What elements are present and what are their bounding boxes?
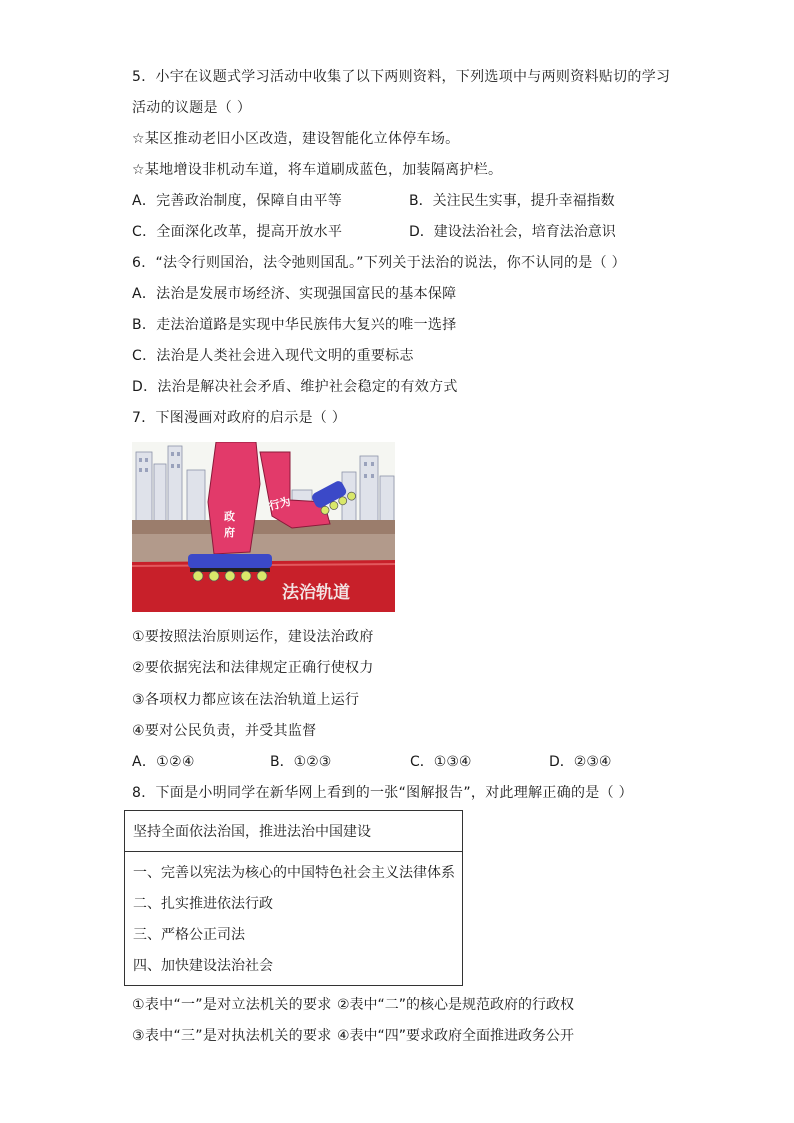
q5-option-d: D．建设法治社会，培育法治意识: [409, 224, 616, 240]
q6-option-d: D．法治是解决社会矛盾、维护社会稳定的有效方式: [132, 379, 458, 395]
shoe-label: 行为: [267, 494, 293, 513]
q8-table-row-2: 二、扎实推进依法行政: [133, 896, 273, 912]
q8-stem: 8．下面是小明同学在新华网上看到的一张“图解报告”，对此理解正确的是（ ）: [132, 785, 633, 801]
q7-option-c: C．①③④: [410, 754, 472, 770]
leg-label-1: 政: [224, 510, 235, 523]
q5-option-a: A．完善政治制度，保障自由平等: [132, 193, 343, 209]
q7-option-b: B．①②③: [270, 754, 332, 770]
q6-option-b: B．走法治道路是实现中华民族伟大复兴的唯一选择: [132, 317, 457, 333]
q7-statement-1: ①要按照法治原则运作，建设法治政府: [132, 629, 374, 645]
q7-option-a: A．①②④: [132, 754, 195, 770]
q8-report-table: [124, 810, 463, 986]
q8-table-row-4: 四、加快建设法治社会: [133, 958, 273, 974]
q5-option-b: B．关注民生实事，提升幸福指数: [409, 193, 615, 209]
q7-statement-3: ③各项权力都应该在法治轨道上运行: [132, 692, 360, 708]
q7-comic-image: [132, 442, 395, 612]
ground-skate-boot: [188, 554, 272, 568]
q5-option-c: C．全面深化改革，提高开放水平: [132, 224, 343, 240]
q8-statement-1: ①表中“一”是对立法机关的要求: [132, 997, 332, 1013]
q7-option-d: D．②③④: [549, 754, 612, 770]
leg-label-2: 府: [224, 526, 235, 539]
q8-table-row-1: 一、完善以宪法为核心的中国特色社会主义法律体系: [133, 865, 455, 881]
curb-wall: [132, 520, 395, 534]
track-label: 法治轨道: [282, 583, 350, 603]
comic-illustration: [132, 442, 395, 612]
q5-material-1: ☆某区推动老旧小区改造，建设智能化立体停车场。: [132, 131, 460, 147]
q6-option-a: A．法治是发展市场经济、实现强国富民的基本保障: [132, 286, 457, 302]
q8-statement-2: ②表中“二”的核心是规范政府的行政权: [337, 997, 575, 1013]
q7-statement-2: ②要依据宪法和法律规定正确行使权力: [132, 660, 374, 676]
q8-table-title: 坚持全面依法治国，推进法治中国建设: [133, 824, 371, 840]
q6-option-c: C．法治是人类社会进入现代文明的重要标志: [132, 348, 414, 364]
q8-table-row-3: 三、严格公正司法: [133, 927, 245, 943]
q5-material-2: ☆某地增设非机动车道，将车道刷成蓝色，加装隔离护栏。: [132, 162, 503, 178]
q8-statement-3: ③表中“三”是对执法机关的要求: [132, 1028, 332, 1044]
q7-stem: 7．下图漫画对政府的启示是（ ）: [132, 410, 347, 426]
q6-stem: 6．“法令行则国治，法令弛则国乱。”下列关于法治的说法，你不认同的是（ ）: [132, 255, 626, 271]
table-divider: [125, 851, 462, 852]
q7-statement-4: ④要对公民负责，并受其监督: [132, 723, 317, 739]
q5-stem-line-1: 5．小宇在议题式学习活动中收集了以下两则资料，下列选项中与两则资料贴切的学习: [132, 69, 671, 85]
q8-statement-4: ④表中“四”要求政府全面推进政务公开: [337, 1028, 575, 1044]
q5-stem-line-2: 活动的议题是（ ）: [132, 100, 252, 116]
